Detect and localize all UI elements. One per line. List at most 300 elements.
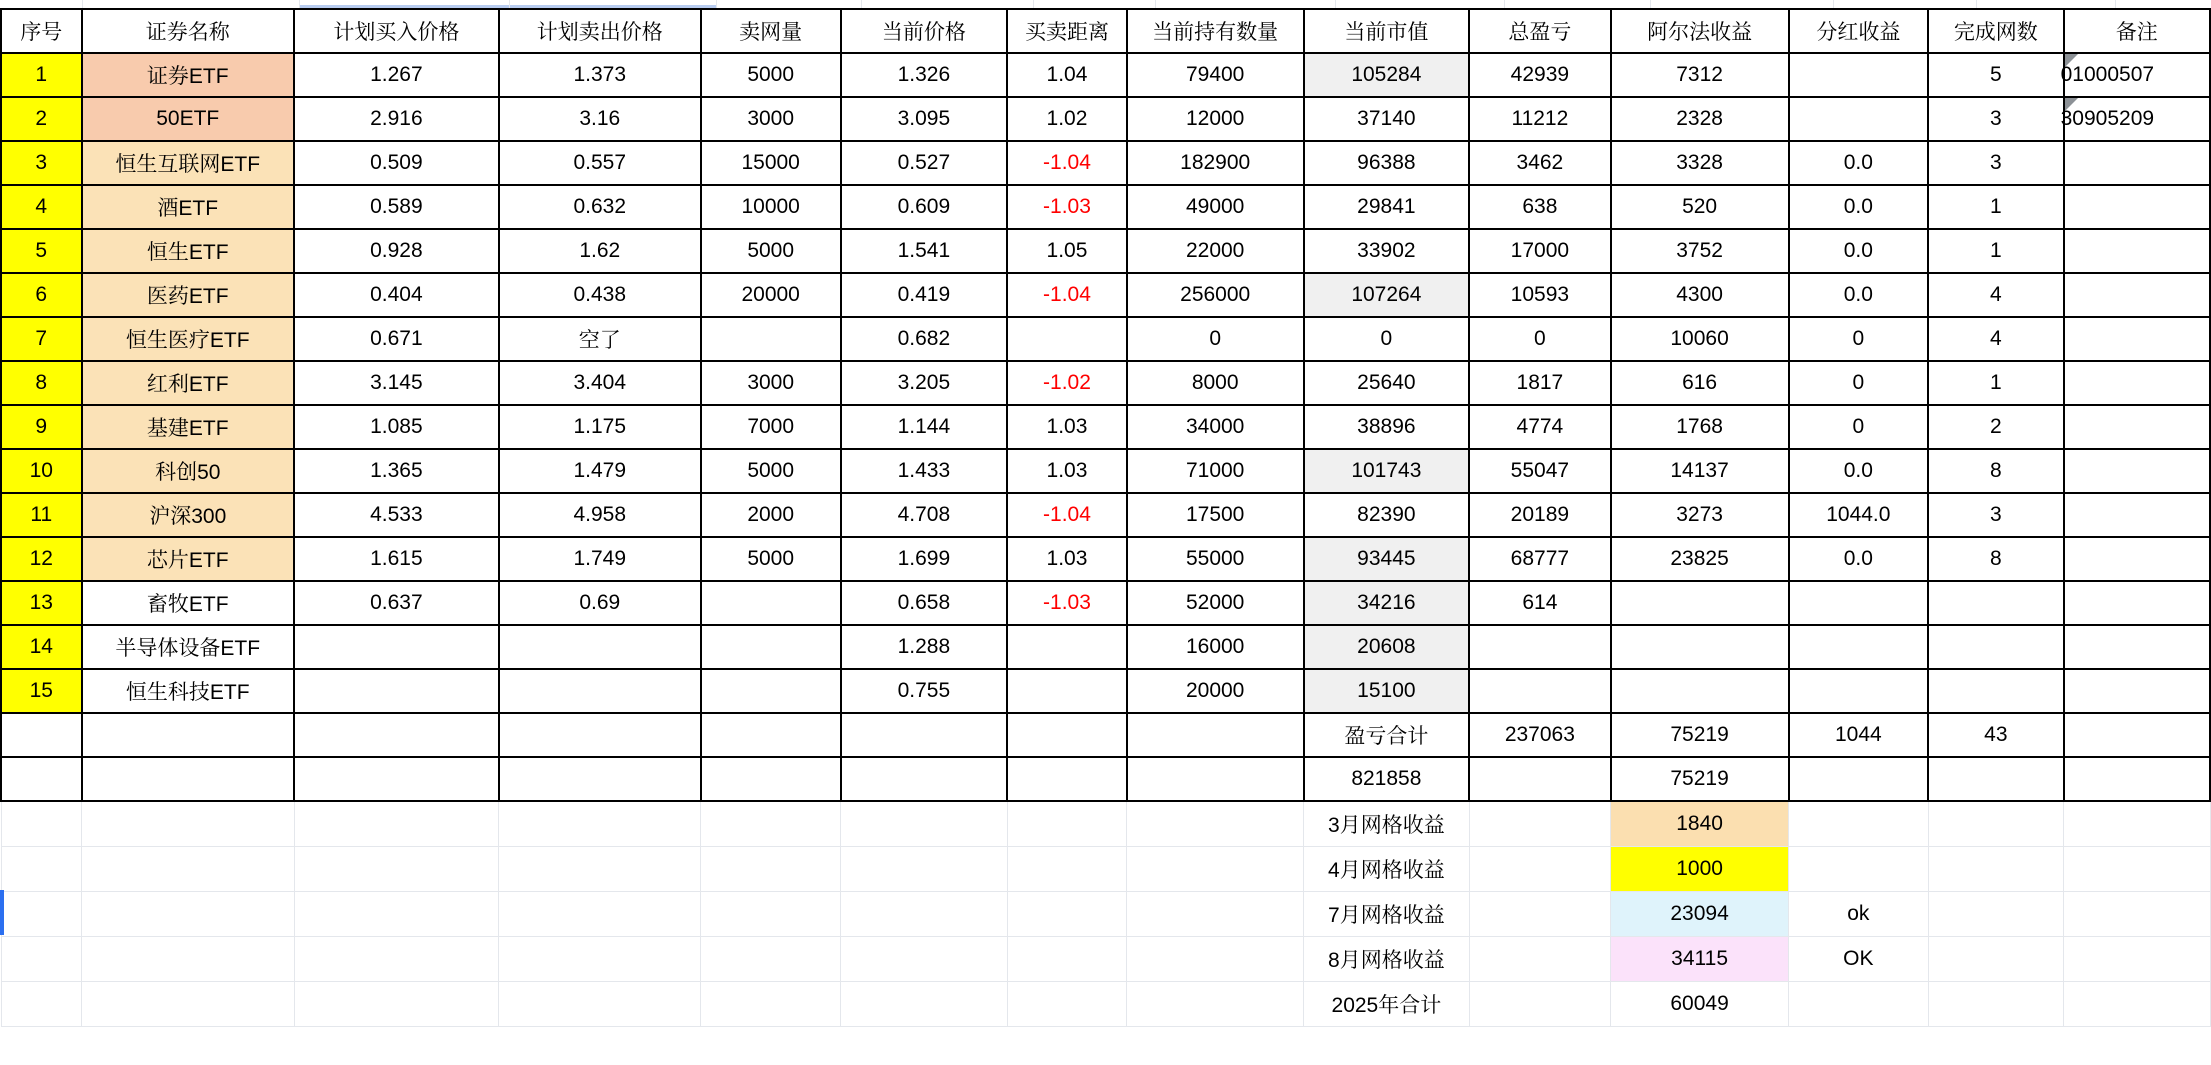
- footer-cell[interactable]: [841, 801, 1008, 846]
- cell-name[interactable]: 半导体设备ETF: [82, 625, 295, 669]
- cell-note[interactable]: [2060, 97, 2210, 141]
- summary-cell-alpha[interactable]: 75219: [1611, 713, 1789, 757]
- footer-cell[interactable]: [1928, 801, 2064, 846]
- footer-cell[interactable]: [841, 846, 1008, 891]
- cell-note[interactable]: [2064, 625, 2210, 669]
- cell-div[interactable]: [1789, 97, 1928, 141]
- cell-qty[interactable]: 15000: [701, 141, 841, 185]
- footer-cell[interactable]: [1, 801, 82, 846]
- summary-cell-buy[interactable]: [294, 757, 499, 801]
- cell-price[interactable]: 0.419: [841, 273, 1008, 317]
- cell-buy[interactable]: 1.615: [294, 537, 499, 581]
- cell-price[interactable]: 0.682: [841, 317, 1008, 361]
- cell-grids[interactable]: 1: [1928, 229, 2064, 273]
- summary-cell-div[interactable]: 1044: [1789, 713, 1928, 757]
- cell-hold[interactable]: 22000: [1127, 229, 1304, 273]
- cell-pl[interactable]: 614: [1469, 581, 1610, 625]
- cell-alpha[interactable]: [1611, 669, 1789, 713]
- cell-price[interactable]: 1.541: [841, 229, 1008, 273]
- cell-pl[interactable]: 42939: [1469, 53, 1610, 97]
- cell-alpha[interactable]: 3752: [1611, 229, 1789, 273]
- cell-sell[interactable]: 3.404: [499, 361, 701, 405]
- cell-mv[interactable]: 93445: [1304, 537, 1470, 581]
- cell-note[interactable]: [2064, 537, 2210, 581]
- header-qty[interactable]: 卖网量: [701, 9, 841, 53]
- cell-sell[interactable]: 空了: [499, 317, 701, 361]
- cell-dist[interactable]: -1.03: [1007, 581, 1127, 625]
- cell-price[interactable]: 1.288: [841, 625, 1008, 669]
- cell-hold[interactable]: 20000: [1127, 669, 1304, 713]
- cell-grids[interactable]: 3: [1928, 141, 2064, 185]
- summary-cell-div[interactable]: [1789, 757, 1928, 801]
- cell-mv[interactable]: 0: [1304, 317, 1470, 361]
- summary-cell-qty[interactable]: [701, 713, 841, 757]
- cell-div[interactable]: [1789, 53, 1928, 97]
- cell-div[interactable]: 0.0: [1789, 273, 1928, 317]
- cell-seq[interactable]: 3: [1, 141, 82, 185]
- cell-price[interactable]: 1.326: [841, 53, 1008, 97]
- cell-note[interactable]: [2064, 185, 2210, 229]
- cell-qty[interactable]: [701, 669, 841, 713]
- cell-buy[interactable]: 0.671: [294, 317, 499, 361]
- cell-qty[interactable]: 3000: [701, 97, 841, 141]
- footer-cell[interactable]: [1, 846, 82, 891]
- cell-note[interactable]: [2064, 449, 2210, 493]
- cell-qty[interactable]: [701, 317, 841, 361]
- cell-grids[interactable]: 1: [1928, 185, 2064, 229]
- cell-pl[interactable]: [1469, 669, 1610, 713]
- cell-grids[interactable]: 3: [1928, 493, 2064, 537]
- cell-qty[interactable]: 5000: [701, 449, 841, 493]
- cell-alpha[interactable]: 10060: [1611, 317, 1789, 361]
- footer-status[interactable]: [1789, 981, 1928, 1026]
- cell-pl[interactable]: 11212: [1469, 97, 1610, 141]
- footer-cell[interactable]: [294, 801, 499, 846]
- cell-seq[interactable]: 5: [1, 229, 82, 273]
- cell-sell[interactable]: 0.632: [499, 185, 701, 229]
- footer-cell[interactable]: [1469, 801, 1610, 846]
- cell-seq[interactable]: 12: [1, 537, 82, 581]
- footer-label[interactable]: 8月网格收益: [1304, 936, 1470, 981]
- cell-price[interactable]: 0.527: [841, 141, 1008, 185]
- cell-hold[interactable]: 49000: [1127, 185, 1304, 229]
- footer-cell[interactable]: [701, 936, 841, 981]
- cell-sell[interactable]: 4.958: [499, 493, 701, 537]
- cell-hold[interactable]: 12000: [1127, 97, 1304, 141]
- cell-alpha[interactable]: 14137: [1611, 449, 1789, 493]
- cell-mv[interactable]: 29841: [1304, 185, 1470, 229]
- footer-value[interactable]: 1000: [1611, 846, 1789, 891]
- cell-qty[interactable]: 5000: [701, 53, 841, 97]
- cell-buy[interactable]: 1.085: [294, 405, 499, 449]
- footer-value[interactable]: 34115: [1611, 936, 1789, 981]
- cell-sell[interactable]: 0.438: [499, 273, 701, 317]
- footer-value[interactable]: 23094: [1611, 891, 1789, 936]
- cell-div[interactable]: 0: [1789, 361, 1928, 405]
- cell-dist[interactable]: [1007, 317, 1127, 361]
- cell-sell[interactable]: [499, 669, 701, 713]
- footer-cell[interactable]: [499, 981, 701, 1026]
- cell-price[interactable]: 1.699: [841, 537, 1008, 581]
- summary-cell-hold[interactable]: [1127, 713, 1304, 757]
- cell-qty[interactable]: 7000: [701, 405, 841, 449]
- cell-hold[interactable]: 256000: [1127, 273, 1304, 317]
- cell-qty[interactable]: 5000: [701, 537, 841, 581]
- cell-seq[interactable]: 13: [1, 581, 82, 625]
- footer-cell[interactable]: [2064, 936, 2210, 981]
- cell-dist[interactable]: -1.04: [1007, 273, 1127, 317]
- footer-cell[interactable]: [1007, 936, 1127, 981]
- summary-cell-pl[interactable]: [1469, 757, 1610, 801]
- cell-hold[interactable]: 71000: [1127, 449, 1304, 493]
- footer-cell[interactable]: [1007, 846, 1127, 891]
- footer-cell[interactable]: [1928, 936, 2064, 981]
- cell-pl[interactable]: 10593: [1469, 273, 1610, 317]
- cell-pl[interactable]: 638: [1469, 185, 1610, 229]
- cell-dist[interactable]: -1.03: [1007, 185, 1127, 229]
- footer-cell[interactable]: [294, 981, 499, 1026]
- cell-pl[interactable]: 55047: [1469, 449, 1610, 493]
- cell-grids[interactable]: [1928, 581, 2064, 625]
- footer-status[interactable]: [1789, 846, 1928, 891]
- footer-value[interactable]: 1840: [1611, 801, 1789, 846]
- footer-cell[interactable]: [841, 981, 1008, 1026]
- footer-cell[interactable]: [1928, 981, 2064, 1026]
- cell-hold[interactable]: 34000: [1127, 405, 1304, 449]
- footer-cell[interactable]: [2064, 801, 2210, 846]
- summary-cell-dist[interactable]: [1007, 757, 1127, 801]
- cell-buy[interactable]: 0.637: [294, 581, 499, 625]
- cell-sell[interactable]: 1.62: [499, 229, 701, 273]
- summary-cell-note[interactable]: [2064, 757, 2210, 801]
- cell-pl[interactable]: 4774: [1469, 405, 1610, 449]
- cell-pl[interactable]: 17000: [1469, 229, 1610, 273]
- cell-pl[interactable]: [1469, 625, 1610, 669]
- footer-cell[interactable]: [499, 846, 701, 891]
- cell-seq[interactable]: 10: [1, 449, 82, 493]
- cell-hold[interactable]: 17500: [1127, 493, 1304, 537]
- footer-cell[interactable]: [499, 936, 701, 981]
- cell-name[interactable]: 恒生医疗ETF: [82, 317, 295, 361]
- summary-cell-mv[interactable]: 盈亏合计: [1304, 713, 1470, 757]
- footer-cell[interactable]: [1127, 801, 1304, 846]
- cell-div[interactable]: [1789, 581, 1928, 625]
- cell-grids[interactable]: 8: [1928, 537, 2064, 581]
- cell-grids[interactable]: [1928, 669, 2064, 713]
- footer-cell[interactable]: [82, 891, 295, 936]
- footer-cell[interactable]: [841, 936, 1008, 981]
- cell-qty[interactable]: 3000: [701, 361, 841, 405]
- header-hold[interactable]: 当前持有数量: [1127, 9, 1304, 53]
- footer-cell[interactable]: [82, 936, 295, 981]
- cell-name[interactable]: 科创50: [82, 449, 295, 493]
- cell-mv[interactable]: 96388: [1304, 141, 1470, 185]
- cell-buy[interactable]: 3.145: [294, 361, 499, 405]
- footer-cell[interactable]: [294, 936, 499, 981]
- header-note[interactable]: 备注: [2064, 9, 2210, 53]
- cell-note[interactable]: [2064, 669, 2210, 713]
- cell-div[interactable]: 0: [1789, 405, 1928, 449]
- summary-cell-qty[interactable]: [701, 757, 841, 801]
- cell-mv[interactable]: 38896: [1304, 405, 1470, 449]
- footer-cell[interactable]: [499, 891, 701, 936]
- cell-pl[interactable]: 0: [1469, 317, 1610, 361]
- cell-seq[interactable]: 7: [1, 317, 82, 361]
- cell-name[interactable]: 恒生ETF: [82, 229, 295, 273]
- footer-cell[interactable]: [1469, 891, 1610, 936]
- cell-dist[interactable]: 1.03: [1007, 405, 1127, 449]
- cell-alpha[interactable]: 4300: [1611, 273, 1789, 317]
- cell-price[interactable]: 4.708: [841, 493, 1008, 537]
- cell-buy[interactable]: 2.916: [294, 97, 499, 141]
- cell-price[interactable]: 1.144: [841, 405, 1008, 449]
- cell-name[interactable]: 50ETF: [82, 97, 295, 141]
- summary-cell-grids[interactable]: 43: [1928, 713, 2064, 757]
- header-seq[interactable]: 序号: [1, 9, 82, 53]
- cell-alpha[interactable]: 23825: [1611, 537, 1789, 581]
- cell-mv[interactable]: 15100: [1304, 669, 1470, 713]
- cell-div[interactable]: [1789, 625, 1928, 669]
- header-pl[interactable]: 总盈亏: [1469, 9, 1610, 53]
- cell-sell[interactable]: 0.557: [499, 141, 701, 185]
- cell-note[interactable]: [2064, 581, 2210, 625]
- cell-name[interactable]: 证券ETF: [82, 53, 295, 97]
- cell-alpha[interactable]: [1611, 625, 1789, 669]
- cell-name[interactable]: 沪深300: [82, 493, 295, 537]
- footer-cell[interactable]: [499, 801, 701, 846]
- footer-label[interactable]: 4月网格收益: [1304, 846, 1470, 891]
- cell-pl[interactable]: 20189: [1469, 493, 1610, 537]
- cell-hold[interactable]: 55000: [1127, 537, 1304, 581]
- cell-sell[interactable]: 3.16: [499, 97, 701, 141]
- cell-alpha[interactable]: 3273: [1611, 493, 1789, 537]
- cell-pl[interactable]: 68777: [1469, 537, 1610, 581]
- summary-cell-pl[interactable]: 237063: [1469, 713, 1610, 757]
- cell-alpha[interactable]: 2328: [1611, 97, 1789, 141]
- cell-dist[interactable]: 1.02: [1007, 97, 1127, 141]
- summary-cell-name[interactable]: [82, 757, 295, 801]
- cell-div[interactable]: 0.0: [1789, 185, 1928, 229]
- cell-note[interactable]: [2064, 493, 2210, 537]
- cell-note[interactable]: [2064, 317, 2210, 361]
- cell-name[interactable]: 酒ETF: [82, 185, 295, 229]
- cell-mv[interactable]: 105284: [1304, 53, 1470, 97]
- cell-div[interactable]: 0.0: [1789, 449, 1928, 493]
- cell-seq[interactable]: 8: [1, 361, 82, 405]
- cell-mv[interactable]: 25640: [1304, 361, 1470, 405]
- cell-mv[interactable]: 33902: [1304, 229, 1470, 273]
- summary-cell-sell[interactable]: [499, 757, 701, 801]
- summary-cell-buy[interactable]: [294, 713, 499, 757]
- cell-buy[interactable]: [294, 625, 499, 669]
- cell-dist[interactable]: 1.03: [1007, 449, 1127, 493]
- cell-qty[interactable]: [701, 581, 841, 625]
- footer-status[interactable]: [1789, 801, 1928, 846]
- footer-cell[interactable]: [1469, 981, 1610, 1026]
- summary-cell-price[interactable]: [841, 713, 1008, 757]
- cell-note[interactable]: [2064, 141, 2210, 185]
- footer-cell[interactable]: [1127, 936, 1304, 981]
- footer-status[interactable]: ok: [1789, 891, 1928, 936]
- header-alpha[interactable]: 阿尔法收益: [1611, 9, 1789, 53]
- footer-cell[interactable]: [1127, 891, 1304, 936]
- summary-cell-mv[interactable]: 821858: [1304, 757, 1470, 801]
- summary-cell-seq[interactable]: [1, 713, 82, 757]
- cell-grids[interactable]: 2: [1928, 405, 2064, 449]
- cell-buy[interactable]: 0.509: [294, 141, 499, 185]
- cell-seq[interactable]: 14: [1, 625, 82, 669]
- header-div[interactable]: 分红收益: [1789, 9, 1928, 53]
- footer-cell[interactable]: [1007, 891, 1127, 936]
- cell-seq[interactable]: 6: [1, 273, 82, 317]
- cell-mv[interactable]: 82390: [1304, 493, 1470, 537]
- cell-qty[interactable]: 5000: [701, 229, 841, 273]
- footer-cell[interactable]: [82, 801, 295, 846]
- cell-qty[interactable]: 20000: [701, 273, 841, 317]
- cell-buy[interactable]: 4.533: [294, 493, 499, 537]
- cell-sell[interactable]: 0.69: [499, 581, 701, 625]
- footer-cell[interactable]: [82, 846, 295, 891]
- summary-cell-note[interactable]: [2064, 713, 2210, 757]
- footer-cell[interactable]: [1007, 981, 1127, 1026]
- footer-cell[interactable]: [1, 936, 82, 981]
- cell-mv[interactable]: 101743: [1304, 449, 1470, 493]
- cell-name[interactable]: 恒生科技ETF: [82, 669, 295, 713]
- footer-cell[interactable]: [2064, 891, 2210, 936]
- header-buy[interactable]: 计划买入价格: [294, 9, 499, 53]
- summary-cell-name[interactable]: [82, 713, 295, 757]
- summary-cell-dist[interactable]: [1007, 713, 1127, 757]
- cell-pl[interactable]: 3462: [1469, 141, 1610, 185]
- cell-grids[interactable]: 3: [1928, 97, 2064, 141]
- footer-cell[interactable]: [701, 981, 841, 1026]
- cell-note[interactable]: [2064, 405, 2210, 449]
- cell-qty[interactable]: [701, 625, 841, 669]
- cell-seq[interactable]: 9: [1, 405, 82, 449]
- header-name[interactable]: 证券名称: [82, 9, 295, 53]
- cell-div[interactable]: 1044.0: [1789, 493, 1928, 537]
- footer-cell[interactable]: [1, 891, 82, 936]
- header-dist[interactable]: 买卖距离: [1007, 9, 1127, 53]
- footer-cell[interactable]: [701, 846, 841, 891]
- cell-price[interactable]: 0.609: [841, 185, 1008, 229]
- cell-name[interactable]: 医药ETF: [82, 273, 295, 317]
- footer-label[interactable]: 3月网格收益: [1304, 801, 1470, 846]
- cell-mv[interactable]: 20608: [1304, 625, 1470, 669]
- header-grids[interactable]: 完成网数: [1928, 9, 2064, 53]
- cell-seq[interactable]: 2: [1, 97, 82, 141]
- cell-sell[interactable]: 1.373: [499, 53, 701, 97]
- footer-cell[interactable]: [1127, 846, 1304, 891]
- summary-cell-sell[interactable]: [499, 713, 701, 757]
- cell-name[interactable]: 红利ETF: [82, 361, 295, 405]
- cell-seq[interactable]: 11: [1, 493, 82, 537]
- cell-name[interactable]: 芯片ETF: [82, 537, 295, 581]
- cell-buy[interactable]: [294, 669, 499, 713]
- cell-mv[interactable]: 107264: [1304, 273, 1470, 317]
- cell-sell[interactable]: [499, 625, 701, 669]
- cell-name[interactable]: 基建ETF: [82, 405, 295, 449]
- header-sell[interactable]: 计划卖出价格: [499, 9, 701, 53]
- cell-buy[interactable]: 1.365: [294, 449, 499, 493]
- footer-cell[interactable]: [82, 981, 295, 1026]
- cell-div[interactable]: [1789, 669, 1928, 713]
- cell-alpha[interactable]: 520: [1611, 185, 1789, 229]
- cell-grids[interactable]: 5: [1928, 53, 2064, 97]
- cell-div[interactable]: 0.0: [1789, 141, 1928, 185]
- cell-price[interactable]: 1.433: [841, 449, 1008, 493]
- footer-cell[interactable]: [1928, 846, 2064, 891]
- footer-status[interactable]: OK: [1789, 936, 1928, 981]
- cell-hold[interactable]: 8000: [1127, 361, 1304, 405]
- cell-alpha[interactable]: 3328: [1611, 141, 1789, 185]
- cell-sell[interactable]: 1.175: [499, 405, 701, 449]
- header-mv[interactable]: 当前市值: [1304, 9, 1470, 53]
- cell-note[interactable]: [2064, 273, 2210, 317]
- summary-cell-seq[interactable]: [1, 757, 82, 801]
- cell-hold[interactable]: 0: [1127, 317, 1304, 361]
- cell-note[interactable]: [2060, 53, 2210, 97]
- cell-price[interactable]: 0.755: [841, 669, 1008, 713]
- cell-name[interactable]: 畜牧ETF: [82, 581, 295, 625]
- cell-seq[interactable]: 1: [1, 53, 82, 97]
- cell-grids[interactable]: [1928, 625, 2064, 669]
- cell-mv[interactable]: 34216: [1304, 581, 1470, 625]
- cell-hold[interactable]: 79400: [1127, 53, 1304, 97]
- cell-seq[interactable]: 15: [1, 669, 82, 713]
- cell-alpha[interactable]: 616: [1611, 361, 1789, 405]
- cell-qty[interactable]: 2000: [701, 493, 841, 537]
- cell-dist[interactable]: -1.04: [1007, 493, 1127, 537]
- footer-value[interactable]: 60049: [1611, 981, 1789, 1026]
- footer-label[interactable]: 7月网格收益: [1304, 891, 1470, 936]
- cell-price[interactable]: 3.205: [841, 361, 1008, 405]
- footer-cell[interactable]: [1469, 936, 1610, 981]
- cell-dist[interactable]: -1.02: [1007, 361, 1127, 405]
- summary-cell-price[interactable]: [841, 757, 1008, 801]
- cell-sell[interactable]: 1.749: [499, 537, 701, 581]
- footer-cell[interactable]: [1007, 801, 1127, 846]
- footer-cell[interactable]: [701, 801, 841, 846]
- summary-cell-hold[interactable]: [1127, 757, 1304, 801]
- cell-buy[interactable]: 0.404: [294, 273, 499, 317]
- cell-dist[interactable]: 1.03: [1007, 537, 1127, 581]
- footer-cell[interactable]: [2064, 846, 2210, 891]
- cell-buy[interactable]: 0.928: [294, 229, 499, 273]
- cell-alpha[interactable]: 1768: [1611, 405, 1789, 449]
- cell-seq[interactable]: 4: [1, 185, 82, 229]
- cell-div[interactable]: 0: [1789, 317, 1928, 361]
- cell-price[interactable]: 3.095: [841, 97, 1008, 141]
- cell-alpha[interactable]: [1611, 581, 1789, 625]
- cell-dist[interactable]: 1.05: [1007, 229, 1127, 273]
- footer-cell[interactable]: [1, 981, 82, 1026]
- cell-hold[interactable]: 182900: [1127, 141, 1304, 185]
- cell-grids[interactable]: 1: [1928, 361, 2064, 405]
- cell-note[interactable]: [2064, 361, 2210, 405]
- cell-note[interactable]: [2064, 229, 2210, 273]
- footer-cell[interactable]: [701, 891, 841, 936]
- cell-pl[interactable]: 1817: [1469, 361, 1610, 405]
- cell-dist[interactable]: [1007, 625, 1127, 669]
- footer-cell[interactable]: [841, 891, 1008, 936]
- cell-name[interactable]: 恒生互联网ETF: [82, 141, 295, 185]
- cell-dist[interactable]: -1.04: [1007, 141, 1127, 185]
- summary-cell-alpha[interactable]: 75219: [1611, 757, 1789, 801]
- cell-grids[interactable]: 4: [1928, 273, 2064, 317]
- cell-buy[interactable]: 0.589: [294, 185, 499, 229]
- cell-qty[interactable]: 10000: [701, 185, 841, 229]
